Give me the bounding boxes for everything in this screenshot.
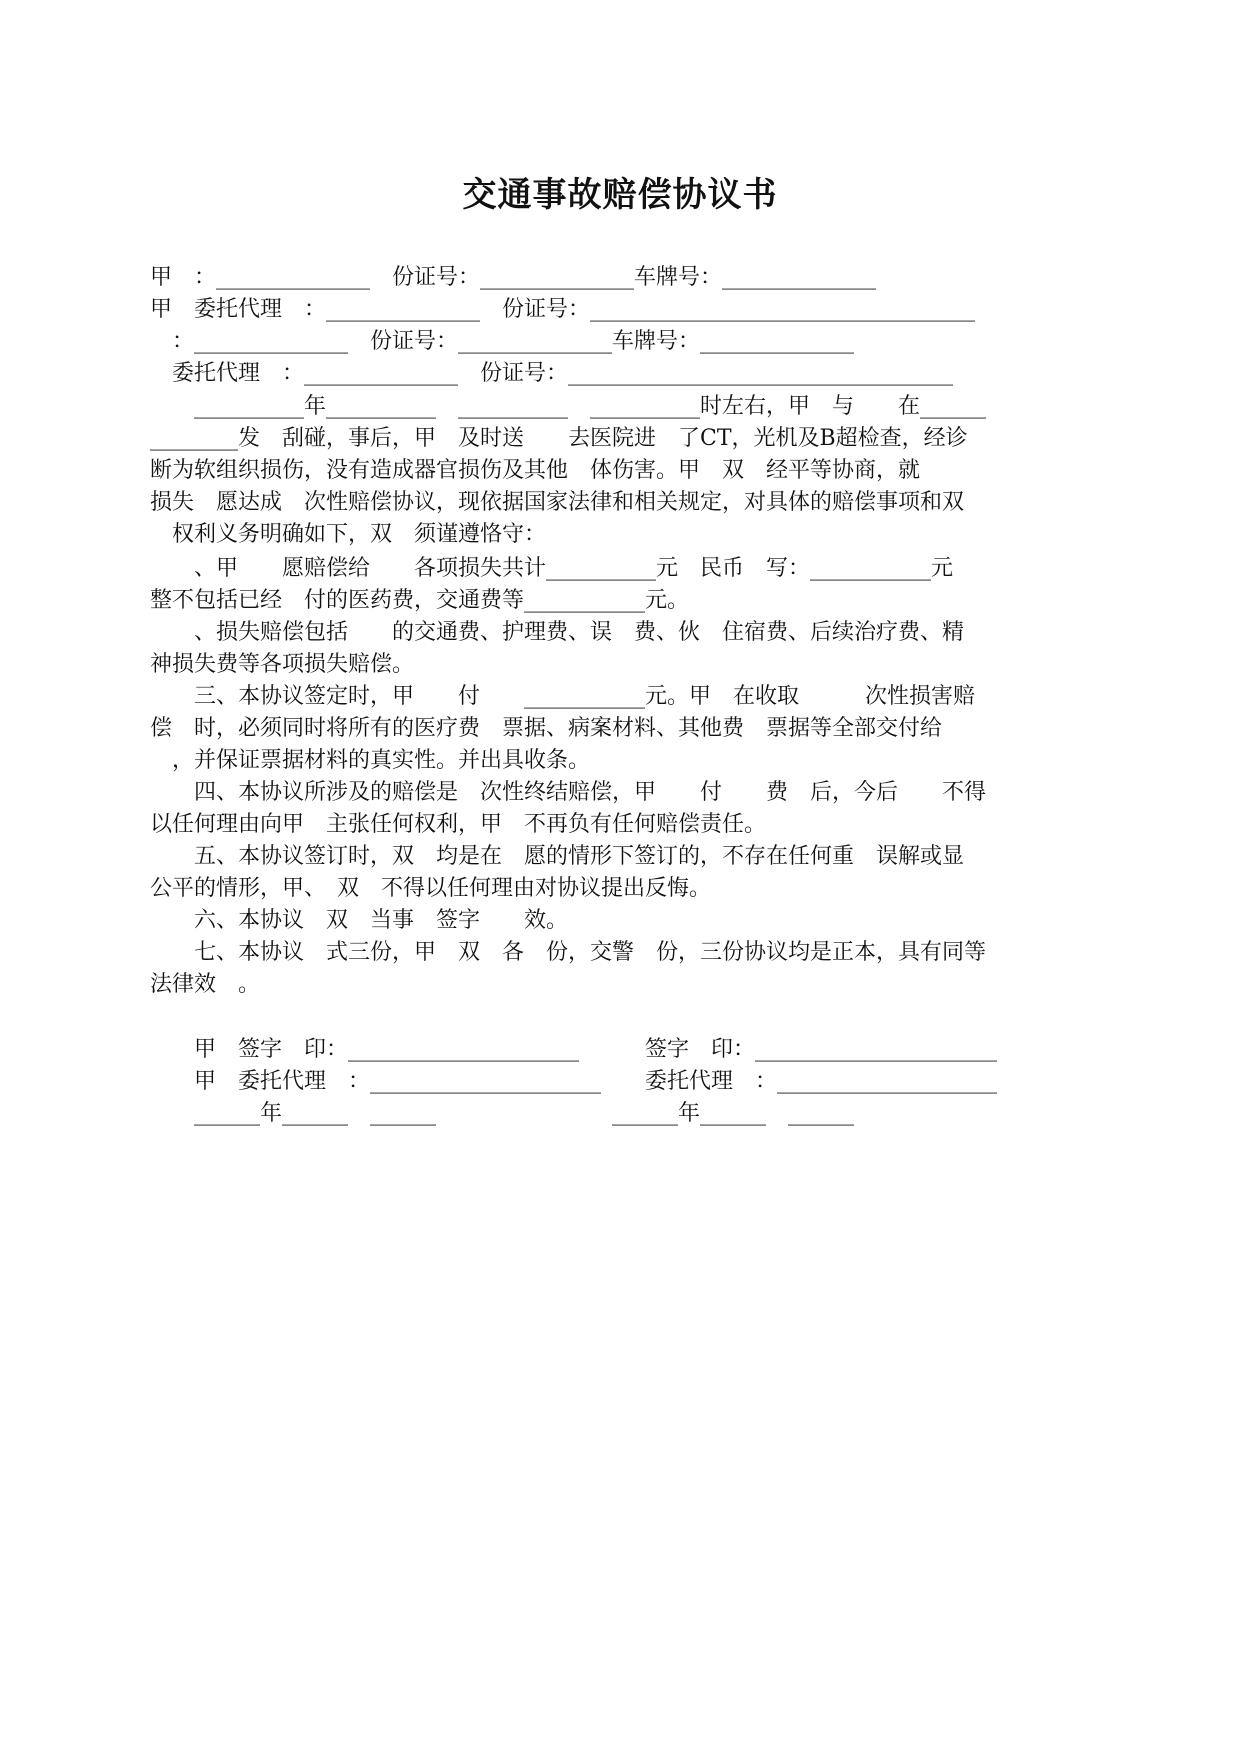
clause-2-line: 神损失费等各项损失赔偿。: [150, 652, 415, 677]
party-b-name-line: ：______________ 份证号：______________车牌号：______________: [150, 329, 855, 354]
clause-1-line: 整不包括已经 付的医药费，交通费等___________元。: [150, 588, 690, 613]
document-title: 交通事故赔偿协议书: [462, 175, 778, 215]
signature-line: 甲 签字 印：_____________________ 签字 印：______________________: [150, 1037, 998, 1062]
clause-1-line: 、甲 愿赔偿给 各项损失共计__________元 民币 写：___________元: [150, 556, 954, 581]
clause-2-line: 、损失赔偿包括 的交通费、护理费、误 费、伙 住宿费、后续治疗费、精: [150, 620, 965, 645]
body-line: 损失 愿达成 次性赔偿协议，现依据国家法律和相关规定，对具体的赔偿事项和双: [150, 490, 965, 515]
party-a-agent-line: 甲 委托代理 ：______________ 份证号：___________________________________: [150, 297, 976, 322]
date-line: ______年______ ______ ______年______ ______: [150, 1101, 855, 1126]
agent-signature-line: 甲 委托代理 ：_____________________ 委托代理 ：____________________: [150, 1069, 998, 1094]
clause-5-line: 公平的情形，甲、 双 不得以任何理由对协议提出反悔。: [150, 876, 712, 901]
clause-4-line: 以任何理由向甲 主张任何权利，甲 不再负有任何赔偿责任。: [150, 812, 767, 837]
body-line: 断为软组织损伤，没有造成器官损伤及其他 体伤害。甲 双 经平等协商，就: [150, 458, 921, 483]
body-line: 权利义务明确如下，双 须谨遵恪守：: [150, 522, 547, 547]
clause-7-line: 七、本协议 式三份，甲 双 各 份，交警 份，三份协议均是正本，具有同等: [150, 940, 987, 965]
party-a-name-line: 甲 ：______________ 份证号：______________车牌号：______________: [150, 265, 877, 290]
clause-3-line: 三、本协议签定时，甲 付 ___________元。甲 在收取 次性损害赔: [150, 684, 976, 709]
clause-7-line: 法律效 。: [150, 972, 261, 997]
clause-3-line: ，并保证票据材料的真实性。并出具收条。: [150, 748, 591, 773]
clause-5-line: 五、本协议签订时，双 均是在 愿的情形下签订的，不存在任何重 误解或显: [150, 844, 965, 869]
party-b-agent-line: 委托代理 ：______________ 份证号：___________________________________: [150, 361, 954, 386]
clause-6-line: 六、本协议 双 当事 签字 效。: [150, 908, 569, 933]
body-line: __________年__________ __________ __________时左右，甲 与 在______: [150, 394, 987, 419]
clause-3-line: 偿 时，必须同时将所有的医疗费 票据、病案材料、其他费 票据等全部交付给: [150, 716, 943, 741]
body-line: ________发 刮碰，事后，甲 及时送 去医院进 了CT，光机及B超检查，经诊: [150, 426, 968, 451]
clause-4-line: 四、本协议所涉及的赔偿是 次性终结赔偿，甲 付 费 后，今后 不得: [150, 780, 987, 805]
